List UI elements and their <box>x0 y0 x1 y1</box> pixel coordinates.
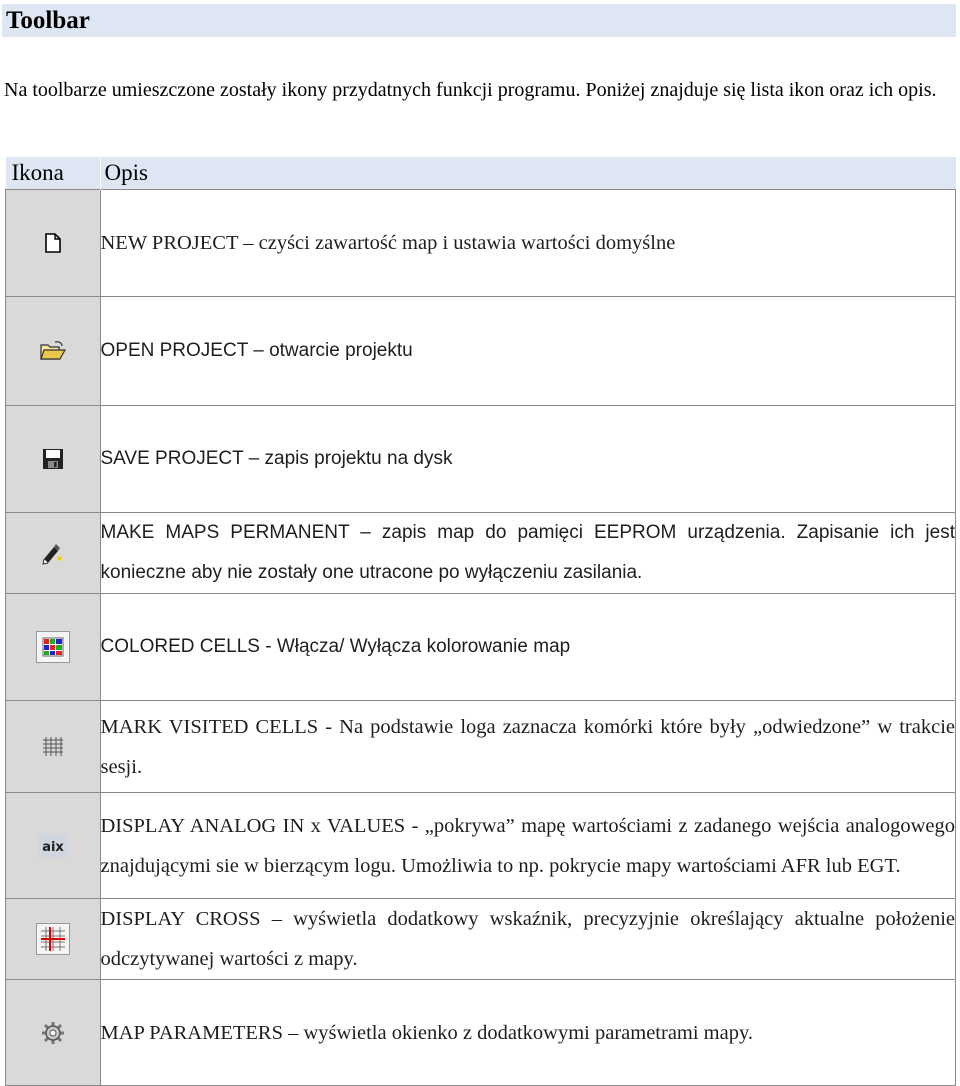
open-folder-icon <box>40 342 66 359</box>
description-cell: MAP PARAMETERS – wyświetla okienko z dodatkowymi parametrami mapy. <box>100 980 956 1086</box>
description-cell: NEW PROJECT – czyści zawartość map i ustawia wartości domyślne <box>100 190 956 297</box>
icon-cell <box>6 190 101 297</box>
toolbar-icons-table <box>5 157 956 1086</box>
description-cell: SAVE PROJECT – zapis projektu na dysk <box>100 406 956 513</box>
floppy-disk-icon <box>42 450 64 467</box>
description-cell: MAKE MAPS PERMANENT – zapis map do pamięci EEPROM urządzenia. Zapisanie ich jest konieczne aby nie zostały one utracone po wyłączeniu zasilania. <box>100 513 956 594</box>
icon-cell <box>6 406 101 513</box>
description-cell: DISPLAY ANALOG IN x VALUES - „pokrywa” mapę wartościami z zadanego wejścia analogowego znajdującymi sie w bierzącym logu. Umożliwia to np. pokrycie mapy wartościami AFR lub EGT. <box>100 793 956 899</box>
icon-cell <box>6 793 101 899</box>
description-cell: COLORED CELLS - Włącza/ Wyłącza kolorowanie map <box>100 594 956 701</box>
table-row <box>6 406 956 513</box>
svg-text:aix: aix <box>41 839 64 855</box>
aix-icon <box>38 836 68 853</box>
cross-grid-icon <box>36 930 70 947</box>
table-row <box>6 701 956 793</box>
table-header-row <box>6 157 956 190</box>
grid-icon <box>41 737 65 754</box>
new-document-icon <box>44 234 62 251</box>
table-row <box>6 793 956 899</box>
table-row <box>6 297 956 406</box>
table-row <box>6 899 956 980</box>
intro-paragraph: Na toolbarze umieszczone zostały ikony przydatnych funkcji programu. Poniżej znajduje się lista ikon oraz ich opis. <box>4 79 937 101</box>
description-cell: OPEN PROJECT – otwarcie projektu <box>100 297 956 406</box>
column-header-icon: Ikona <box>6 157 101 190</box>
icon-cell <box>6 701 101 793</box>
page-heading: Toolbar <box>2 4 956 37</box>
gear-icon <box>40 1023 66 1040</box>
icon-cell <box>6 980 101 1086</box>
table-row <box>6 980 956 1086</box>
icon-cell <box>6 297 101 406</box>
pen-icon <box>41 544 65 561</box>
description-cell: DISPLAY CROSS – wyświetla dodatkowy wskaźnik, precyzyjnie określający aktualne położenie odczytywanej wartości z mapy. <box>100 899 956 980</box>
icon-cell <box>6 899 101 980</box>
column-header-description: Opis <box>100 157 956 190</box>
colored-grid-icon <box>36 638 70 655</box>
table-row <box>6 190 956 297</box>
icon-cell <box>6 594 101 701</box>
table-row <box>6 513 956 594</box>
icon-cell <box>6 513 101 594</box>
description-cell: MARK VISITED CELLS - Na podstawie loga zaznacza komórki które były „odwiedzone” w trakcie sesji. <box>100 701 956 793</box>
table-row <box>6 594 956 701</box>
